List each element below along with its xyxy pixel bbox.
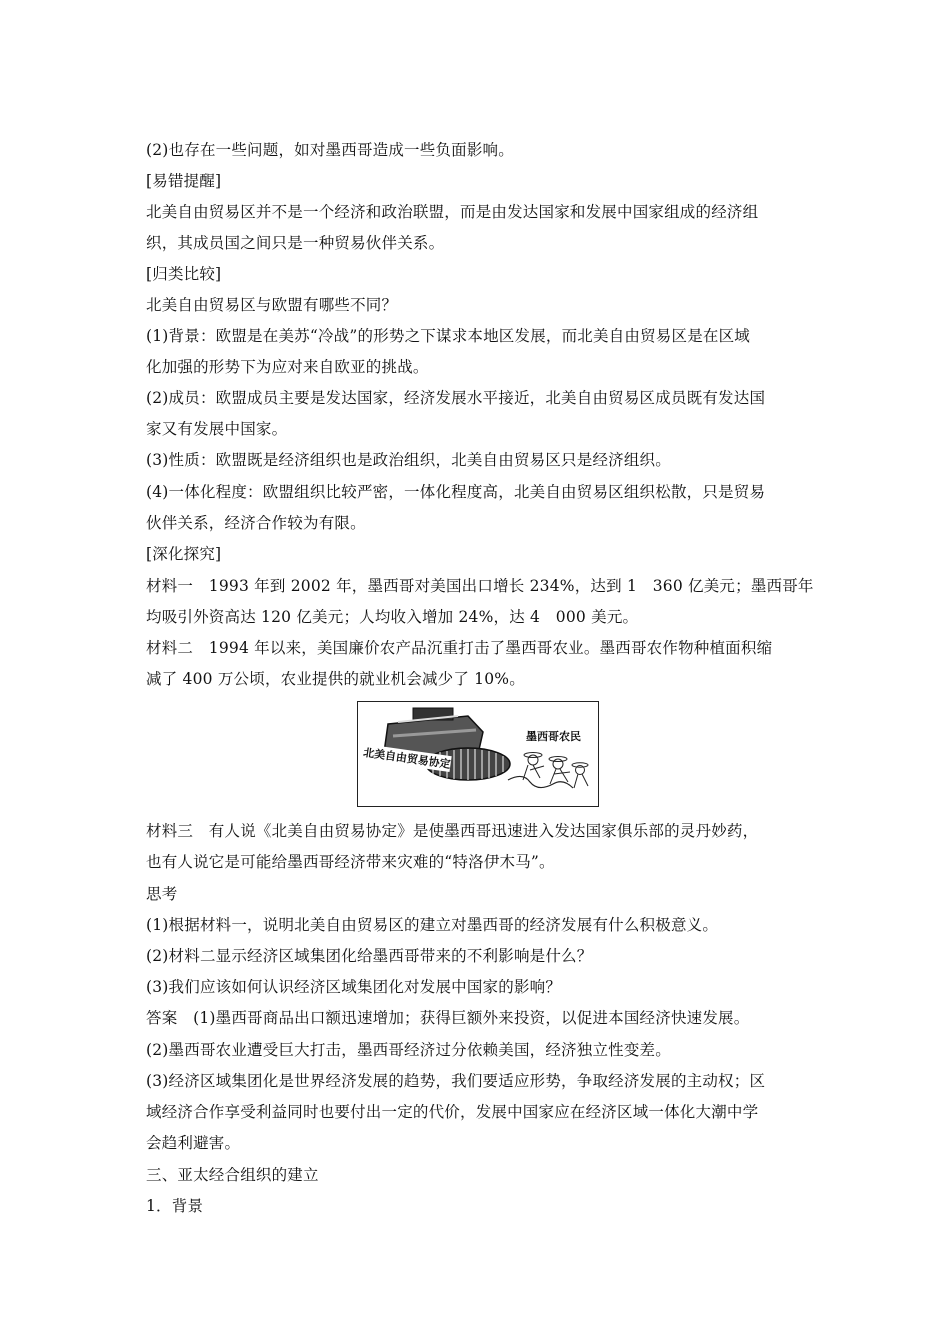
text-line: 减了 400 万公顷，农业提供的就业机会减少了 10%。 [146, 670, 525, 688]
text-line: (3)性质：欧盟既是经济组织也是政治组织，北美自由贸易区只是经济组织。 [146, 451, 671, 469]
section-tag: [深化探究] [146, 545, 222, 563]
text-line: 化加强的形势下为应对来自欧亚的挑战。 [146, 358, 429, 376]
text-line: 材料三 有人说《北美自由贸易协定》是使墨西哥迅速进入发达国家俱乐部的灵丹妙药， [146, 822, 759, 840]
text-line: 家又有发展中国家。 [146, 420, 288, 438]
section-tag: [易错提醒] [146, 172, 222, 190]
text-line: (1)背景：欧盟是在美苏“冷战”的形势之下谋求本地区发展，而北美自由贸易区是在区域 [146, 327, 751, 345]
text-line: 会趋利避害。 [146, 1134, 241, 1152]
text-line: (2)材料二显示经济区域集团化给墨西哥带来的不利影响是什么？ [146, 947, 593, 965]
text-line: 均吸引外资高达 120 亿美元；人均收入增加 24%，达 4 000 美元。 [146, 608, 639, 626]
text-line: 北美自由贸易区与欧盟有哪些不同？ [146, 296, 398, 314]
text-line: 答案 (1)墨西哥商品出口额迅速增加；获得巨额外来投资，以促进本国经济快速发展。 [146, 1009, 750, 1027]
roller-label: 北美自由贸易协定 [362, 745, 452, 772]
text-line: (2)成员：欧盟成员主要是发达国家，经济发展水平接近，北美自由贸易区成员既有发达国 [146, 389, 766, 407]
text-line: 伙伴关系，经济合作较为有限。 [146, 514, 366, 532]
text-line: (2)墨西哥农业遭受巨大打击，墨西哥经济过分依赖美国，经济独立性变差。 [146, 1041, 671, 1059]
text-line: 域经济合作享受利益同时也要付出一定的代价，发展中国家应在经济区域一体化大潮中学 [146, 1103, 759, 1121]
text-line: 织，其成员国之间只是一种贸易伙伴关系。 [146, 234, 445, 252]
text-line: 也有人说它是可能给墨西哥经济带来灾难的“特洛伊木马”。 [146, 853, 555, 871]
text-line: (4)一体化程度：欧盟组织比较严密，一体化程度高，北美自由贸易区组织松散，只是贸易 [146, 483, 766, 501]
text-line: (3)我们应该如何认识经济区域集团化对发展中国家的影响？ [146, 978, 562, 996]
text-line: 材料二 1994 年以来，美国廉价农产品沉重打击了墨西哥农业。墨西哥农作物种植面积缩 [146, 639, 773, 657]
farmers-label: 墨西哥农民 [526, 730, 581, 743]
subsection-heading: 1．背景 [146, 1197, 204, 1215]
cartoon-figure [357, 701, 599, 807]
text-line: (2)也存在一些问题，如对墨西哥造成一些负面影响。 [146, 141, 514, 159]
text-line: 材料一 1993 年到 2002 年，墨西哥对美国出口增长 234%，达到 1 360 亿美元；墨西哥年 [146, 577, 814, 595]
text-line: (1)根据材料一，说明北美自由贸易区的建立对墨西哥的经济发展有什么积极意义。 [146, 916, 719, 934]
section-heading: 三、亚太经合组织的建立 [146, 1166, 319, 1184]
text-line: 北美自由贸易区并不是一个经济和政治联盟，而是由发达国家和发展中国家组成的经济组 [146, 203, 759, 221]
text-line: (3)经济区域集团化是世界经济发展的趋势，我们要适应形势，争取经济发展的主动权；区 [146, 1072, 766, 1090]
text-line: 思考 [146, 885, 178, 903]
section-tag: [归类比较] [146, 265, 222, 283]
